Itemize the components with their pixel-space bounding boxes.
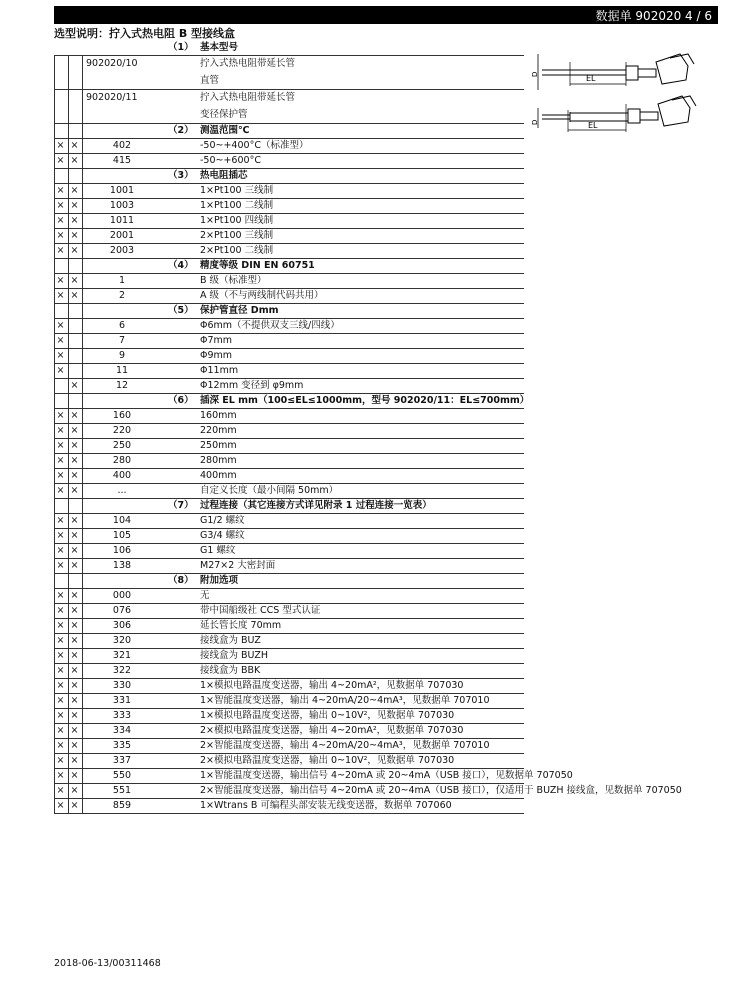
- section-number: （1）: [168, 42, 194, 53]
- option-code: 321: [112, 650, 132, 661]
- row-divider: [54, 288, 524, 289]
- option-code: 859: [112, 800, 132, 811]
- option-row: [54, 408, 694, 423]
- option-row: [54, 543, 694, 558]
- applicability-mark-10: ×: [56, 515, 65, 526]
- option-row: [54, 453, 694, 468]
- row-divider: [54, 648, 524, 649]
- row-divider: [54, 753, 524, 754]
- option-description: 1×Pt100 四线制: [200, 215, 274, 226]
- option-row: [54, 228, 694, 243]
- option-code: 6: [118, 320, 126, 331]
- option-description: 带中国船级社 CCS 型式认证: [200, 605, 321, 616]
- option-description: G3/4 螺纹: [200, 530, 245, 541]
- option-description: 220mm: [200, 425, 237, 436]
- section-header: [54, 498, 694, 513]
- section-title: 保护管直径 Dmm: [200, 305, 279, 316]
- figure-label-d: D: [531, 119, 539, 125]
- option-code: 105: [112, 530, 132, 541]
- option-code: 11: [115, 365, 129, 376]
- option-row: [54, 663, 694, 678]
- option-row: [54, 708, 694, 723]
- row-divider: [54, 333, 524, 334]
- option-description: -50~+600°C: [200, 155, 261, 166]
- option-row: [54, 423, 694, 438]
- applicability-mark-10: ×: [56, 335, 65, 346]
- option-description: 自定义长度（最小间隔 50mm）: [200, 485, 339, 496]
- row-divider: [54, 558, 524, 559]
- row-divider: [54, 663, 524, 664]
- option-row: [54, 213, 694, 228]
- row-divider: [54, 528, 524, 529]
- row-divider: [54, 813, 524, 814]
- option-code: 402: [112, 140, 132, 151]
- applicability-mark-10: ×: [56, 410, 65, 421]
- applicability-mark-11: ×: [70, 560, 79, 571]
- model-description: 变径保护管: [200, 109, 248, 120]
- applicability-mark-11: ×: [70, 770, 79, 781]
- option-row: [54, 588, 694, 603]
- row-divider: [54, 573, 524, 574]
- option-code: 335: [112, 740, 132, 751]
- option-code: 220: [112, 425, 132, 436]
- row-divider: [54, 89, 524, 90]
- applicability-mark-10: ×: [56, 470, 65, 481]
- option-code: 306: [112, 620, 132, 631]
- applicability-mark-10: ×: [56, 695, 65, 706]
- option-description: G1/2 螺纹: [200, 515, 245, 526]
- order-code-table: [54, 40, 694, 813]
- section-title: 测温范围℃: [200, 125, 250, 136]
- row-divider: [54, 138, 524, 139]
- applicability-mark-10: ×: [56, 680, 65, 691]
- applicability-mark-11: ×: [70, 455, 79, 466]
- row-divider: [54, 423, 524, 424]
- option-description: 1×Wtrans B 可编程头部安装无线变送器，数据单 707060: [200, 800, 452, 811]
- row-divider: [54, 798, 524, 799]
- applicability-mark-10: ×: [56, 770, 65, 781]
- model-description: 拧入式热电阻带延长管: [200, 58, 296, 69]
- applicability-mark-10: ×: [56, 275, 65, 286]
- option-code: 333: [112, 710, 132, 721]
- section-number: （8）: [168, 575, 194, 586]
- option-row: [54, 603, 694, 618]
- row-divider: [54, 513, 524, 514]
- row-divider: [54, 243, 524, 244]
- option-description: 2×模拟电路温度变送器，输出 4~20mA²，见数据单 707030: [200, 725, 464, 736]
- option-code: ...: [117, 485, 127, 496]
- section-title: 附加选项: [200, 575, 239, 586]
- figure-label-el: EL: [586, 74, 596, 83]
- row-divider: [54, 768, 524, 769]
- option-description: 250mm: [200, 440, 237, 451]
- section-title: 插深 EL mm（100≤EL≤1000mm，型号 902020/11：EL≤700mm）: [200, 395, 530, 406]
- option-row: [54, 633, 694, 648]
- option-description: Φ12mm 变径到 φ9mm: [200, 380, 304, 391]
- option-code: 331: [112, 695, 132, 706]
- option-description: A 级（不与两线制代码共用）: [200, 290, 324, 301]
- applicability-mark-10: ×: [56, 350, 65, 361]
- option-code: 250: [112, 440, 132, 451]
- option-description: 1×Pt100 二线制: [200, 200, 274, 211]
- section-number: （6）: [168, 395, 194, 406]
- option-code: 337: [112, 755, 132, 766]
- option-description: 接线盒为 BBK: [200, 665, 261, 676]
- applicability-mark-11: ×: [70, 215, 79, 226]
- applicability-mark-10: ×: [56, 455, 65, 466]
- option-row: [54, 768, 694, 783]
- applicability-mark-11: ×: [70, 680, 79, 691]
- option-row: [54, 528, 694, 543]
- option-code: 160: [112, 410, 132, 421]
- option-description: 接线盒为 BUZ: [200, 635, 261, 646]
- page-title: 选型说明：拧入式热电阻 B 型接线盒: [54, 27, 236, 40]
- applicability-mark-10: ×: [56, 215, 65, 226]
- option-row: [54, 693, 694, 708]
- option-code: 1001: [109, 185, 135, 196]
- option-code: 330: [112, 680, 132, 691]
- applicability-mark-11: ×: [70, 665, 79, 676]
- applicability-mark-11: ×: [70, 800, 79, 811]
- applicability-mark-11: ×: [70, 200, 79, 211]
- footer-date-code: 2018-06-13/00311468: [54, 958, 161, 969]
- option-row: [54, 753, 694, 768]
- option-code: 12: [115, 380, 129, 391]
- option-code: 280: [112, 455, 132, 466]
- applicability-mark-11: ×: [70, 155, 79, 166]
- applicability-mark-11: ×: [70, 530, 79, 541]
- option-code: 138: [112, 560, 132, 571]
- section-title: 精度等级 DIN EN 60751: [200, 260, 315, 271]
- applicability-mark-11: ×: [70, 650, 79, 661]
- option-code: 415: [112, 155, 132, 166]
- row-divider: [54, 723, 524, 724]
- option-code: 551: [112, 785, 132, 796]
- option-row: [54, 738, 694, 753]
- applicability-mark-10: ×: [56, 200, 65, 211]
- applicability-mark-10: ×: [56, 545, 65, 556]
- option-code: 400: [112, 470, 132, 481]
- option-row: [54, 363, 694, 378]
- row-divider: [54, 438, 524, 439]
- applicability-mark-11: ×: [70, 605, 79, 616]
- applicability-mark-11: ×: [70, 290, 79, 301]
- applicability-mark-10: ×: [56, 605, 65, 616]
- option-row: [54, 483, 694, 498]
- applicability-mark-11: ×: [70, 695, 79, 706]
- model-description: 拧入式热电阻带延长管: [200, 92, 296, 103]
- applicability-mark-10: ×: [56, 245, 65, 256]
- option-row: [54, 318, 694, 333]
- row-divider: [54, 498, 524, 499]
- option-description: 2×智能温度变送器，输出 4~20mA/20~4mA³，见数据单 707010: [200, 740, 490, 751]
- row-divider: [54, 153, 524, 154]
- applicability-mark-10: ×: [56, 590, 65, 601]
- option-row: [54, 333, 694, 348]
- applicability-mark-11: ×: [70, 410, 79, 421]
- row-divider: [54, 213, 524, 214]
- section-header: [54, 573, 694, 588]
- row-divider: [54, 273, 524, 274]
- tapered-probe-figure: [530, 84, 700, 136]
- applicability-mark-11: ×: [70, 755, 79, 766]
- section-header: [54, 258, 694, 273]
- row-divider: [54, 348, 524, 349]
- option-code: 9: [118, 350, 126, 361]
- option-description: 2×智能温度变送器，输出信号 4~20mA 或 20~4mA（USB 接口），仅适用于 BUZH 接线盒，见数据单 707050: [200, 785, 682, 796]
- applicability-mark-11: ×: [70, 725, 79, 736]
- row-divider: [54, 543, 524, 544]
- option-row: [54, 618, 694, 633]
- option-description: 160mm: [200, 410, 237, 421]
- option-code: 550: [112, 770, 132, 781]
- applicability-mark-11: ×: [70, 515, 79, 526]
- applicability-mark-11: ×: [70, 590, 79, 601]
- option-row: [54, 288, 694, 303]
- option-row: [54, 648, 694, 663]
- applicability-mark-11: ×: [70, 710, 79, 721]
- applicability-mark-10: ×: [56, 710, 65, 721]
- model-code: 902020/11: [86, 92, 138, 103]
- applicability-mark-10: ×: [56, 365, 65, 376]
- option-row: [54, 153, 694, 168]
- option-code: 7: [118, 335, 126, 346]
- section-number: （2）: [168, 125, 194, 136]
- applicability-mark-10: ×: [56, 290, 65, 301]
- applicability-mark-10: ×: [56, 485, 65, 496]
- applicability-mark-11: ×: [70, 620, 79, 631]
- option-code: 334: [112, 725, 132, 736]
- option-description: 接线盒为 BUZH: [200, 650, 268, 661]
- option-row: [54, 468, 694, 483]
- option-row: [54, 783, 694, 798]
- applicability-mark-11: ×: [70, 425, 79, 436]
- applicability-mark-10: ×: [56, 755, 65, 766]
- applicability-mark-10: ×: [56, 230, 65, 241]
- option-description: 1×Pt100 三线制: [200, 185, 274, 196]
- section-header: [54, 168, 694, 183]
- row-divider: [54, 318, 524, 319]
- row-divider: [54, 483, 524, 484]
- applicability-mark-10: ×: [56, 620, 65, 631]
- option-row: [54, 798, 694, 813]
- applicability-mark-10: ×: [56, 320, 65, 331]
- option-code: 322: [112, 665, 132, 676]
- applicability-mark-11: ×: [70, 440, 79, 451]
- section-number: （5）: [168, 305, 194, 316]
- option-code: 1: [118, 275, 126, 286]
- applicability-mark-10: ×: [56, 155, 65, 166]
- option-row: [54, 558, 694, 573]
- applicability-mark-11: ×: [70, 470, 79, 481]
- row-divider: [54, 708, 524, 709]
- row-divider: [54, 693, 524, 694]
- row-divider: [54, 588, 524, 589]
- row-divider: [54, 55, 524, 56]
- applicability-mark-10: ×: [56, 560, 65, 571]
- applicability-mark-10: ×: [56, 650, 65, 661]
- applicability-mark-11: ×: [70, 635, 79, 646]
- option-row: [54, 273, 694, 288]
- option-description: 280mm: [200, 455, 237, 466]
- option-row: [54, 678, 694, 693]
- section-title: 基本型号: [200, 42, 239, 53]
- option-description: 1×模拟电路温度变送器，输出 4~20mA²，见数据单 707030: [200, 680, 464, 691]
- option-row: [54, 138, 694, 153]
- option-description: Φ11mm: [200, 365, 239, 376]
- option-code: 320: [112, 635, 132, 646]
- option-description: 2×模拟电路温度变送器，输出 0~10V²，见数据单 707030: [200, 755, 455, 766]
- applicability-mark-11: ×: [70, 140, 79, 151]
- option-description: G1 螺纹: [200, 545, 236, 556]
- option-code: 104: [112, 515, 132, 526]
- model-code: 902020/10: [86, 58, 138, 69]
- option-description: 1×智能温度变送器，输出 4~20mA/20~4mA³，见数据单 707010: [200, 695, 490, 706]
- row-divider: [54, 633, 524, 634]
- section-title: 过程连接（其它连接方式详见附录 1 过程连接一览表）: [200, 500, 432, 511]
- applicability-mark-10: ×: [56, 665, 65, 676]
- option-row: [54, 378, 694, 393]
- applicability-mark-11: ×: [70, 740, 79, 751]
- applicability-mark-11: ×: [70, 230, 79, 241]
- section-title: 热电阻插芯: [200, 170, 248, 181]
- applicability-mark-10: ×: [56, 185, 65, 196]
- option-description: 400mm: [200, 470, 237, 481]
- applicability-mark-10: ×: [56, 425, 65, 436]
- doc-page-number: 数据单 902020 4 / 6: [595, 9, 712, 23]
- option-description: 无: [200, 590, 210, 601]
- row-divider: [54, 393, 524, 394]
- row-divider: [54, 603, 524, 604]
- section-number: （7）: [168, 500, 194, 511]
- applicability-mark-10: ×: [56, 800, 65, 811]
- applicability-mark-11: ×: [70, 380, 79, 391]
- section-number: （3）: [168, 170, 194, 181]
- option-code: 2003: [109, 245, 135, 256]
- option-code: 2: [118, 290, 126, 301]
- option-description: Φ9mm: [200, 350, 233, 361]
- row-divider: [54, 198, 524, 199]
- option-description: 2×Pt100 二线制: [200, 245, 274, 256]
- option-code: 2001: [109, 230, 135, 241]
- row-divider: [54, 168, 524, 169]
- applicability-mark-11: ×: [70, 245, 79, 256]
- option-description: Φ6mm（不提供双支三线/四线）: [200, 320, 340, 331]
- option-code: 1011: [109, 215, 135, 226]
- row-divider: [54, 303, 524, 304]
- row-divider: [54, 378, 524, 379]
- applicability-mark-11: ×: [70, 545, 79, 556]
- applicability-mark-10: ×: [56, 635, 65, 646]
- option-code: 000: [112, 590, 132, 601]
- option-description: -50~+400°C（标准型）: [200, 140, 309, 151]
- option-description: 延长管长度 70mm: [200, 620, 282, 631]
- applicability-mark-11: ×: [70, 785, 79, 796]
- option-description: Φ7mm: [200, 335, 233, 346]
- row-divider: [54, 453, 524, 454]
- row-divider: [54, 183, 524, 184]
- applicability-mark-11: ×: [70, 185, 79, 196]
- option-description: M27×2 大密封面: [200, 560, 276, 571]
- option-row: [54, 198, 694, 213]
- applicability-mark-10: ×: [56, 530, 65, 541]
- section-header: [54, 393, 694, 408]
- row-divider: [54, 228, 524, 229]
- row-divider: [54, 123, 524, 124]
- applicability-mark-10: ×: [56, 725, 65, 736]
- row-divider: [54, 678, 524, 679]
- section-number: （4）: [168, 260, 194, 271]
- option-row: [54, 723, 694, 738]
- option-row: [54, 348, 694, 363]
- option-description: 2×Pt100 三线制: [200, 230, 274, 241]
- row-divider: [54, 783, 524, 784]
- option-row: [54, 513, 694, 528]
- option-row: [54, 438, 694, 453]
- applicability-mark-10: ×: [56, 140, 65, 151]
- option-code: 076: [112, 605, 132, 616]
- option-description: B 级（标准型）: [200, 275, 267, 286]
- applicability-mark-11: ×: [70, 275, 79, 286]
- option-code: 106: [112, 545, 132, 556]
- section-header: [54, 303, 694, 318]
- row-divider: [54, 363, 524, 364]
- header-bar: [54, 6, 718, 24]
- applicability-mark-10: ×: [56, 740, 65, 751]
- figure-label-d: D: [531, 71, 539, 77]
- applicability-mark-10: ×: [56, 440, 65, 451]
- row-divider: [54, 258, 524, 259]
- option-code: 1003: [109, 200, 135, 211]
- row-divider: [54, 468, 524, 469]
- model-description: 直管: [200, 75, 220, 86]
- applicability-mark-10: ×: [56, 785, 65, 796]
- option-description: 1×智能温度变送器，输出信号 4~20mA 或 20~4mA（USB 接口），见数据单 707050: [200, 770, 573, 781]
- figure-label-el: EL: [588, 121, 598, 130]
- option-row: [54, 183, 694, 198]
- option-row: [54, 243, 694, 258]
- applicability-mark-11: ×: [70, 485, 79, 496]
- row-divider: [54, 408, 524, 409]
- row-divider: [54, 738, 524, 739]
- row-divider: [54, 618, 524, 619]
- option-description: 1×模拟电路温度变送器，输出 0~10V²，见数据单 707030: [200, 710, 455, 721]
